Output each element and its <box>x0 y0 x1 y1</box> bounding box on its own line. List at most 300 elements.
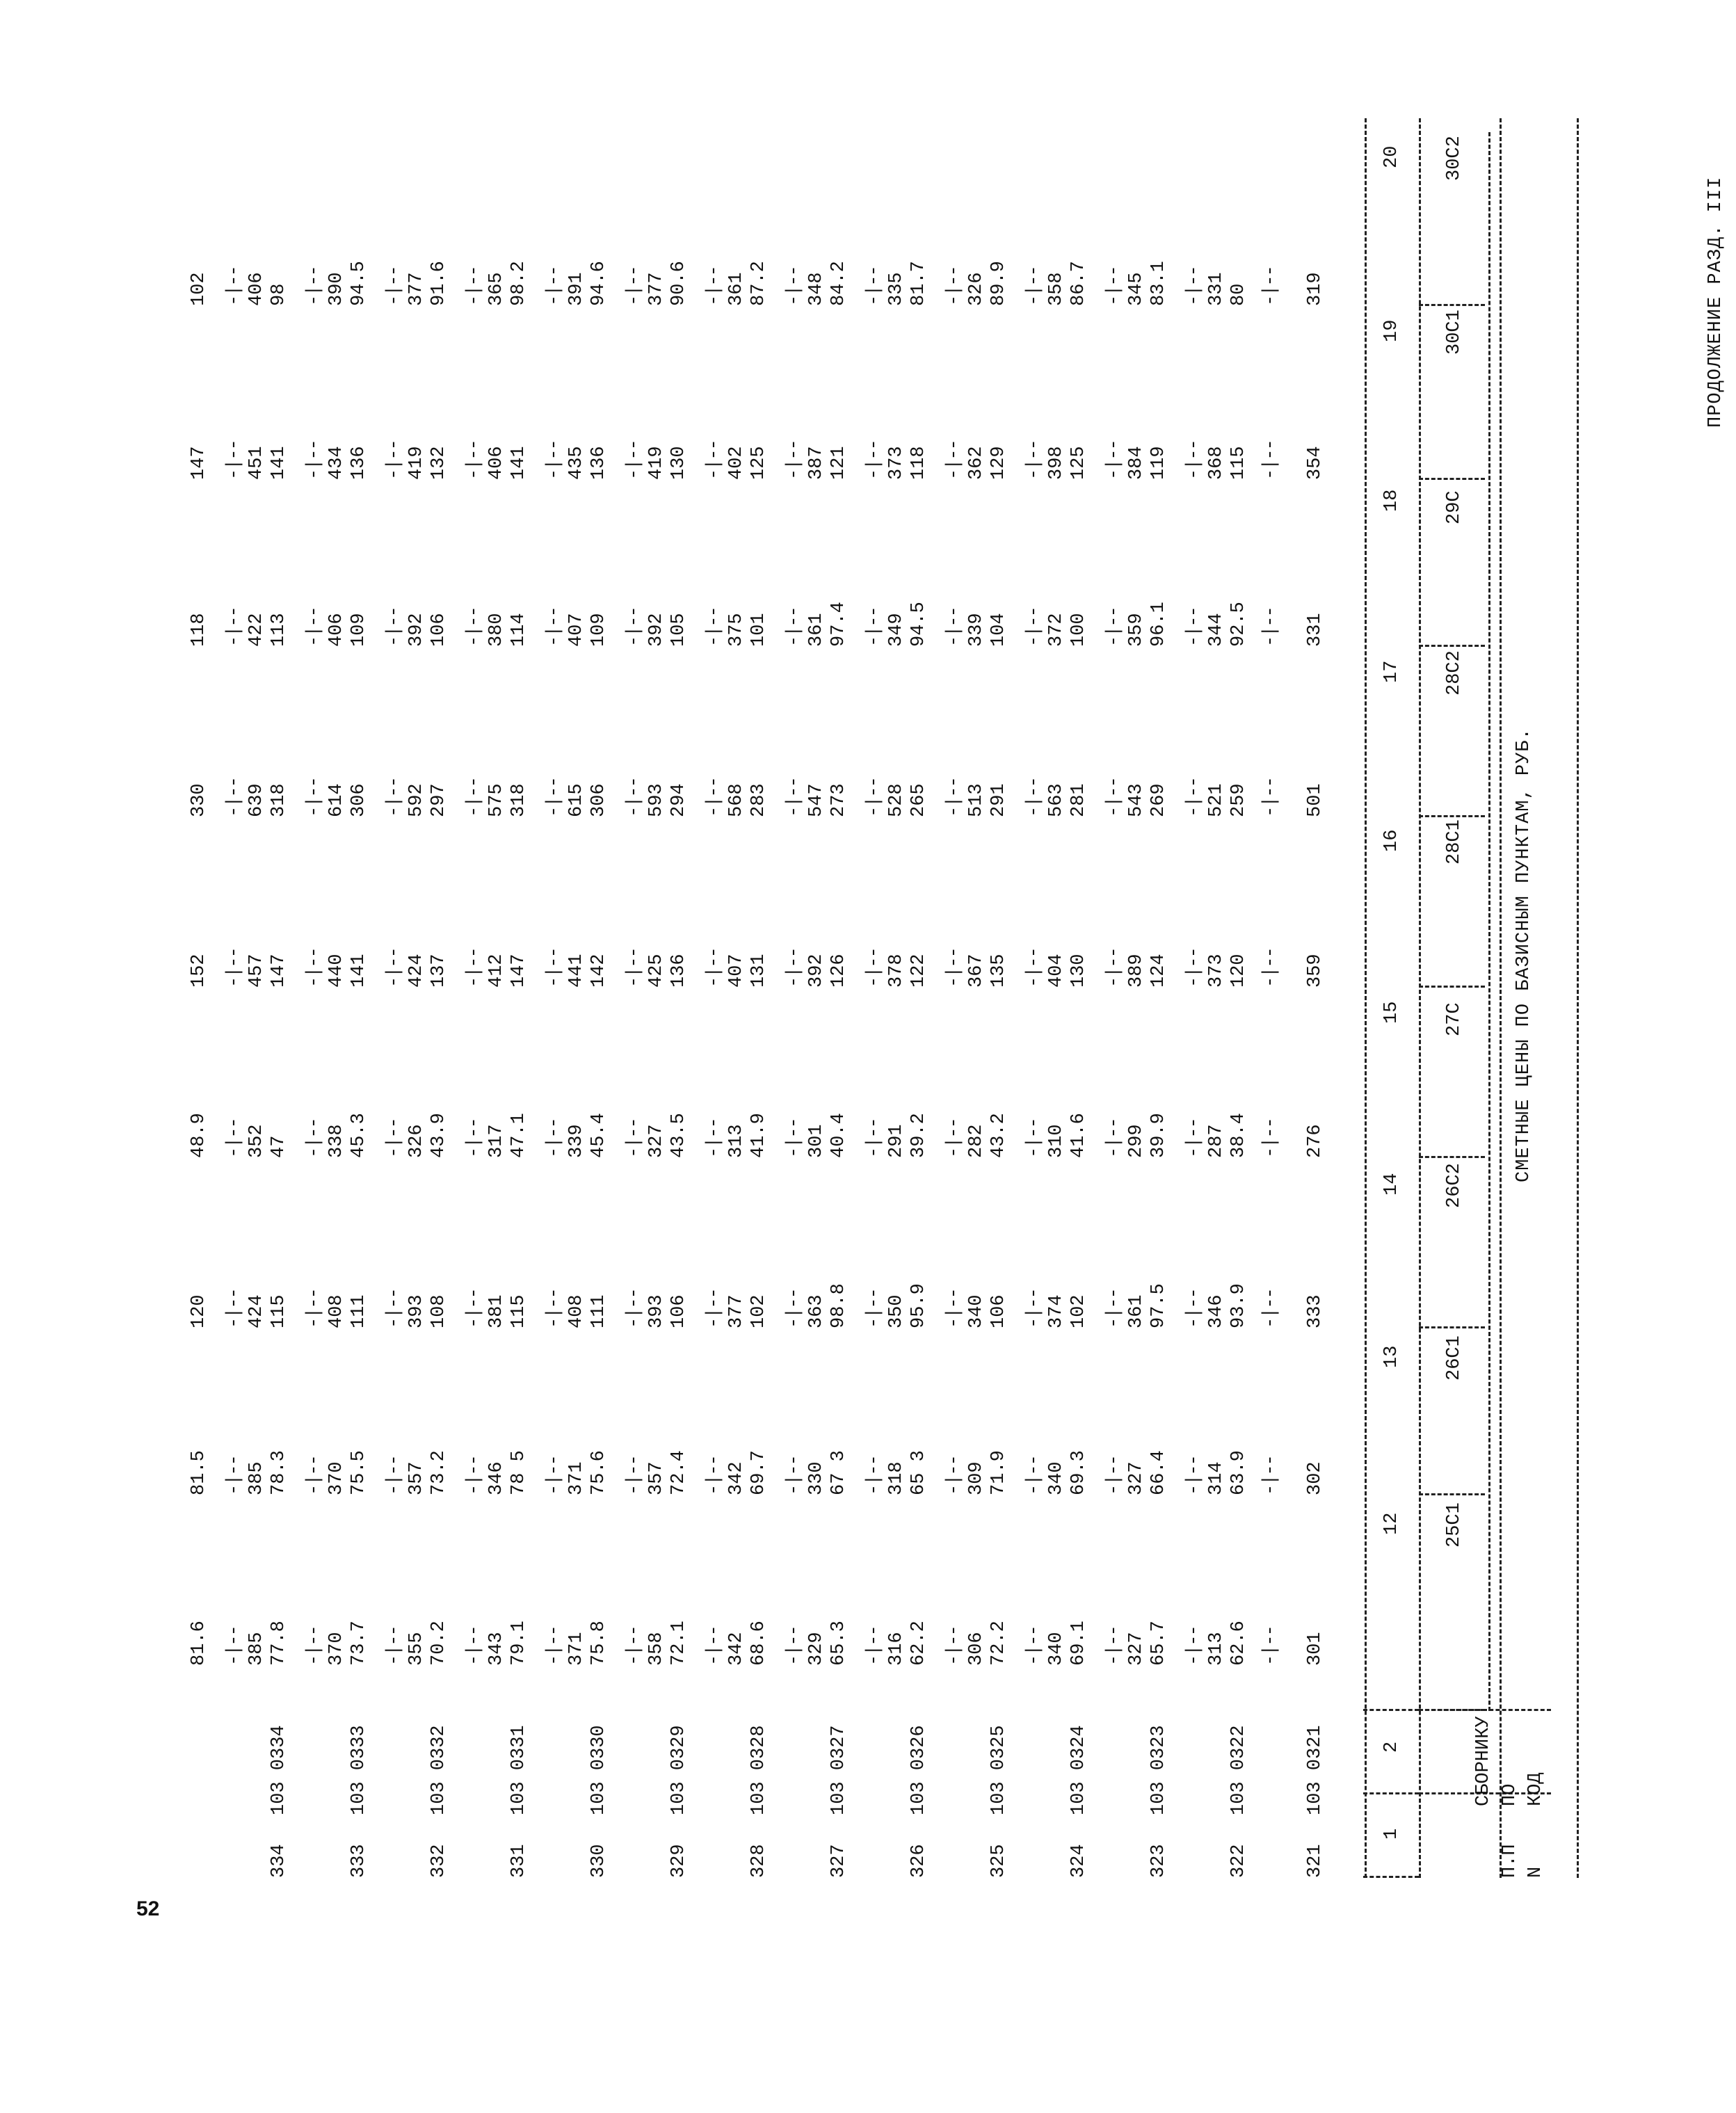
row-separator: -|-- <box>1260 266 1281 306</box>
row-separator: -|-- <box>384 1118 405 1158</box>
price-value: 357 <box>646 1461 667 1495</box>
price-value: 115 <box>268 1294 289 1328</box>
price-value: 135 <box>988 954 1009 988</box>
price-value: 592 <box>406 783 427 817</box>
row-separator: -|-- <box>224 1118 245 1158</box>
price-value: 424 <box>406 954 427 988</box>
code-header: КОД <box>1525 1772 1546 1806</box>
price-value: 380 <box>486 613 507 647</box>
row-separator: -|-- <box>1260 440 1281 480</box>
row-separator: -|-- <box>864 948 885 988</box>
price-value: 441 <box>566 954 587 988</box>
row-separator: -|-- <box>224 1289 245 1328</box>
price-value: 62.2 <box>908 1621 929 1666</box>
price-value: 344 <box>1206 613 1227 647</box>
price-value: 115 <box>508 1294 529 1328</box>
price-value: 501 <box>1305 783 1326 817</box>
row-separator: -|-- <box>464 1289 485 1328</box>
price-value: 330 <box>806 1461 827 1495</box>
price-value: 93.9 <box>1228 1283 1249 1328</box>
rule-line <box>1365 118 1367 1878</box>
row-code: 103 0327 <box>828 1725 849 1815</box>
price-value: 342 <box>726 1461 747 1495</box>
price-value: 276 <box>1305 1124 1326 1158</box>
price-value: 419 <box>406 446 427 480</box>
row-separator: -|-- <box>1104 440 1125 480</box>
price-value: 398 <box>1046 446 1067 480</box>
price-value: 377 <box>406 272 427 306</box>
price-value: 91.6 <box>428 261 449 306</box>
price-value: 291 <box>988 783 1009 817</box>
row-separator: -|-- <box>1024 607 1045 647</box>
number-header: N <box>1525 1866 1546 1878</box>
row-separator: -|-- <box>384 948 405 988</box>
price-value: 75.6 <box>588 1450 609 1495</box>
price-value: 94.6 <box>588 261 609 306</box>
rule-line <box>1363 1876 1419 1878</box>
row-code: 103 0332 <box>428 1725 449 1815</box>
price-value: 313 <box>1206 1632 1227 1666</box>
row-separator: -|-- <box>1184 266 1205 306</box>
row-separator: -|-- <box>784 1118 805 1158</box>
price-value: 129 <box>988 446 1009 480</box>
price-value: 106 <box>428 613 449 647</box>
point-name: 26С2 <box>1444 1163 1465 1208</box>
price-value: 47.1 <box>508 1113 529 1158</box>
price-value: 372 <box>1046 613 1067 647</box>
price-value: 106 <box>988 1294 1009 1328</box>
price-value: 78.3 <box>268 1450 289 1495</box>
row-separator: -|-- <box>304 778 325 817</box>
price-value: 373 <box>886 446 907 480</box>
point-name: 26С1 <box>1444 1335 1465 1381</box>
price-value: 41.6 <box>1068 1113 1089 1158</box>
price-value: 319 <box>1305 272 1326 306</box>
price-value: 106 <box>668 1294 689 1328</box>
rule-line <box>1363 1709 1419 1711</box>
row-separator: -|-- <box>1024 1289 1045 1328</box>
row-number: 326 <box>908 1844 929 1878</box>
row-separator: -|-- <box>1104 1456 1125 1495</box>
row-separator: -|-- <box>784 607 805 647</box>
price-value: 367 <box>966 954 987 988</box>
price-value: 331 <box>1305 613 1326 647</box>
row-separator: -|-- <box>224 1626 245 1666</box>
price-value: 81.5 <box>188 1450 209 1495</box>
price-value: 310 <box>1046 1124 1067 1158</box>
row-separator: -|-- <box>384 607 405 647</box>
price-value: 147 <box>188 446 209 480</box>
row-separator: -|-- <box>704 266 725 306</box>
row-separator: -|-- <box>1104 607 1125 647</box>
row-separator: -|-- <box>624 1456 645 1495</box>
row-separator: -|-- <box>304 1456 325 1495</box>
price-value: 422 <box>246 613 267 647</box>
price-value: 371 <box>566 1632 587 1666</box>
price-value: 39.2 <box>908 1113 929 1158</box>
rule-line <box>1419 304 1485 306</box>
row-separator: -|-- <box>384 1289 405 1328</box>
price-value: 283 <box>748 783 769 817</box>
price-value: 120 <box>1228 954 1249 988</box>
price-value: 615 <box>566 783 587 817</box>
price-value: 72.2 <box>988 1621 1009 1666</box>
column-number: 2 <box>1381 1741 1402 1753</box>
code-header: ПО <box>1500 1783 1520 1806</box>
price-value: 72.1 <box>668 1621 689 1666</box>
price-value: 141 <box>508 446 529 480</box>
price-value: 346 <box>1206 1294 1227 1328</box>
price-value: 94.5 <box>348 261 369 306</box>
price-value: 102 <box>1068 1294 1089 1328</box>
row-separator: -|-- <box>784 778 805 817</box>
row-separator: -|-- <box>944 1289 965 1328</box>
price-value: 43.5 <box>668 1113 689 1158</box>
row-separator: -|-- <box>624 948 645 988</box>
price-value: 568 <box>726 783 747 817</box>
column-number: 12 <box>1381 1512 1402 1535</box>
price-value: 81.6 <box>188 1621 209 1666</box>
row-separator: -|-- <box>624 1626 645 1666</box>
row-separator: -|-- <box>1184 948 1205 988</box>
row-separator: -|-- <box>1104 948 1125 988</box>
price-value: 80 <box>1228 283 1249 306</box>
row-separator: -|-- <box>944 440 965 480</box>
price-value: 142 <box>588 954 609 988</box>
row-separator: -|-- <box>464 607 485 647</box>
rule-line <box>1419 645 1485 647</box>
price-value: 97.4 <box>828 602 849 647</box>
price-value: 435 <box>566 446 587 480</box>
price-value: 66.4 <box>1148 1450 1169 1495</box>
price-value: 402 <box>726 446 747 480</box>
row-separator: -|-- <box>1184 1118 1205 1158</box>
price-value: 359 <box>1305 954 1326 988</box>
price-value: 125 <box>1068 446 1089 480</box>
column-number: 20 <box>1381 145 1402 168</box>
row-separator: -|-- <box>1184 1456 1205 1495</box>
price-value: 528 <box>886 783 907 817</box>
row-number: 325 <box>988 1844 1009 1878</box>
row-separator: -|-- <box>224 607 245 647</box>
row-separator: -|-- <box>304 266 325 306</box>
price-value: 370 <box>326 1632 347 1666</box>
row-separator: -|-- <box>704 778 725 817</box>
price-value: 147 <box>508 954 529 988</box>
price-value: 73.7 <box>348 1621 369 1666</box>
row-number: 322 <box>1228 1844 1249 1878</box>
row-separator: -|-- <box>544 948 565 988</box>
price-value: 434 <box>326 446 347 480</box>
row-separator: -|-- <box>544 607 565 647</box>
price-value: 87.2 <box>748 261 769 306</box>
row-separator: -|-- <box>944 1456 965 1495</box>
row-separator: -|-- <box>864 1626 885 1666</box>
price-value: 43.2 <box>988 1113 1009 1158</box>
point-name: 30С2 <box>1444 136 1465 181</box>
price-value: 141 <box>348 954 369 988</box>
price-value: 299 <box>1126 1124 1147 1158</box>
price-value: 108 <box>428 1294 449 1328</box>
row-separator: -|-- <box>624 607 645 647</box>
row-separator: -|-- <box>384 1456 405 1495</box>
row-number: 323 <box>1148 1844 1169 1878</box>
row-separator: -|-- <box>304 440 325 480</box>
row-separator: -|-- <box>304 607 325 647</box>
price-value: 393 <box>646 1294 667 1328</box>
price-value: 354 <box>1305 446 1326 480</box>
price-value: 361 <box>1126 1294 1147 1328</box>
row-separator: -|-- <box>1024 266 1045 306</box>
price-value: 318 <box>886 1461 907 1495</box>
row-separator: -|-- <box>224 948 245 988</box>
row-separator: -|-- <box>864 1289 885 1328</box>
column-number: 1 <box>1381 1828 1402 1840</box>
price-value: 77.8 <box>268 1621 289 1666</box>
price-value: 104 <box>988 613 1009 647</box>
row-code: 103 0324 <box>1068 1725 1089 1815</box>
price-value: 90.6 <box>668 261 689 306</box>
row-code: 103 0334 <box>268 1725 289 1815</box>
price-value: 68.6 <box>748 1621 769 1666</box>
price-value: 281 <box>1068 783 1089 817</box>
row-separator: -|-- <box>1024 1456 1045 1495</box>
price-value: 114 <box>508 613 529 647</box>
row-separator: -|-- <box>624 1118 645 1158</box>
row-separator: -|-- <box>384 266 405 306</box>
row-separator: -|-- <box>1104 1626 1125 1666</box>
row-separator: -|-- <box>224 1456 245 1495</box>
row-separator: -|-- <box>464 1456 485 1495</box>
price-value: 109 <box>588 613 609 647</box>
row-separator: -|-- <box>304 1289 325 1328</box>
price-value: 333 <box>1305 1294 1326 1328</box>
row-number: 333 <box>348 1844 369 1878</box>
row-separator: -|-- <box>624 1289 645 1328</box>
price-value: 291 <box>886 1124 907 1158</box>
row-separator: -|-- <box>864 266 885 306</box>
price-value: 381 <box>486 1294 507 1328</box>
price-value: 357 <box>406 1461 427 1495</box>
price-value: 330 <box>188 783 209 817</box>
price-value: 301 <box>806 1124 827 1158</box>
price-value: 361 <box>726 272 747 306</box>
price-value: 314 <box>1206 1461 1227 1495</box>
row-separator: -|-- <box>864 1456 885 1495</box>
price-value: 132 <box>428 446 449 480</box>
price-value: 98 <box>268 283 289 306</box>
price-value: 89.9 <box>988 261 1009 306</box>
price-value: 48.9 <box>188 1113 209 1158</box>
price-value: 100 <box>1068 613 1089 647</box>
price-value: 118 <box>908 446 929 480</box>
price-value: 349 <box>886 613 907 647</box>
row-separator: -|-- <box>704 440 725 480</box>
price-value: 355 <box>406 1632 427 1666</box>
price-value: 124 <box>1148 954 1169 988</box>
row-separator: -|-- <box>384 778 405 817</box>
rule-line <box>1363 1792 1419 1794</box>
price-value: 363 <box>806 1294 827 1328</box>
price-value: 97.5 <box>1148 1283 1169 1328</box>
price-value: 377 <box>726 1294 747 1328</box>
price-value: 374 <box>1046 1294 1067 1328</box>
price-value: 121 <box>828 446 849 480</box>
price-value: 365 <box>486 272 507 306</box>
price-value: 419 <box>646 446 667 480</box>
point-name: 29С <box>1444 490 1465 524</box>
row-separator: -|-- <box>944 1118 965 1158</box>
price-value: 316 <box>886 1632 907 1666</box>
price-value: 368 <box>1206 446 1227 480</box>
row-separator: -|-- <box>1184 1626 1205 1666</box>
row-separator: -|-- <box>1024 1626 1045 1666</box>
price-value: 521 <box>1206 783 1227 817</box>
code-header: СБОРНИКУ <box>1473 1716 1494 1806</box>
price-value: 45.3 <box>348 1113 369 1158</box>
row-separator: -|-- <box>304 948 325 988</box>
row-separator: -|-- <box>224 266 245 306</box>
row-separator: -|-- <box>784 948 805 988</box>
row-separator: -|-- <box>704 1118 725 1158</box>
price-value: 340 <box>966 1294 987 1328</box>
row-code: 103 0330 <box>588 1725 609 1815</box>
row-number: 328 <box>748 1844 769 1878</box>
rule-line <box>1419 1326 1485 1328</box>
row-number: 331 <box>508 1844 529 1878</box>
rule-line <box>1419 1493 1485 1495</box>
price-value: 118 <box>188 613 209 647</box>
price-value: 83.1 <box>1148 261 1169 306</box>
row-separator: -|-- <box>704 607 725 647</box>
price-value: 331 <box>1206 272 1227 306</box>
price-value: 385 <box>246 1632 267 1666</box>
point-name: 25С1 <box>1444 1502 1465 1548</box>
price-value: 79.1 <box>508 1621 529 1666</box>
price-value: 513 <box>966 783 987 817</box>
price-value: 350 <box>886 1294 907 1328</box>
price-value: 318 <box>268 783 289 817</box>
price-value: 614 <box>326 783 347 817</box>
row-separator: -|-- <box>784 1626 805 1666</box>
row-separator: -|-- <box>304 1626 325 1666</box>
price-value: 392 <box>406 613 427 647</box>
row-code: 103 0326 <box>908 1725 929 1815</box>
price-value: 126 <box>828 954 849 988</box>
price-value: 287 <box>1206 1124 1227 1158</box>
price-value: 408 <box>326 1294 347 1328</box>
price-value: 342 <box>726 1632 747 1666</box>
row-separator: -|-- <box>1184 440 1205 480</box>
price-value: 113 <box>268 613 289 647</box>
price-value: 63.9 <box>1228 1450 1249 1495</box>
row-separator: -|-- <box>944 778 965 817</box>
price-value: 92.5 <box>1228 602 1249 647</box>
price-value: 130 <box>668 446 689 480</box>
column-number: 13 <box>1381 1345 1402 1368</box>
price-value: 392 <box>646 613 667 647</box>
price-value: 408 <box>566 1294 587 1328</box>
price-value: 406 <box>246 272 267 306</box>
price-value: 98.8 <box>828 1283 849 1328</box>
price-value: 457 <box>246 954 267 988</box>
price-value: 389 <box>1126 954 1147 988</box>
row-separator: -|-- <box>704 1289 725 1328</box>
column-number: 18 <box>1381 489 1402 512</box>
price-value: 306 <box>966 1632 987 1666</box>
price-value: 111 <box>348 1294 369 1328</box>
row-code: 103 0321 <box>1305 1725 1326 1815</box>
price-value: 78 5 <box>508 1450 529 1495</box>
price-value: 317 <box>486 1124 507 1158</box>
row-separator: -|-- <box>384 1626 405 1666</box>
price-value: 407 <box>726 954 747 988</box>
price-value: 105 <box>668 613 689 647</box>
price-value: 86.7 <box>1068 261 1089 306</box>
price-value: 136 <box>668 954 689 988</box>
row-number: 330 <box>588 1844 609 1878</box>
price-value: 69.1 <box>1068 1621 1089 1666</box>
row-separator: -|-- <box>944 1626 965 1666</box>
price-value: 147 <box>268 954 289 988</box>
row-separator: -|-- <box>1184 1289 1205 1328</box>
row-separator: -|-- <box>1024 1118 1045 1158</box>
row-separator: -|-- <box>224 778 245 817</box>
price-value: 62.6 <box>1228 1621 1249 1666</box>
price-value: 119 <box>1148 446 1169 480</box>
price-value: 378 <box>886 954 907 988</box>
row-separator: -|-- <box>704 948 725 988</box>
rule-line <box>1488 132 1490 1711</box>
row-separator: -|-- <box>1104 266 1125 306</box>
row-separator: -|-- <box>944 266 965 306</box>
price-value: 94.5 <box>908 602 929 647</box>
row-separator: -|-- <box>944 948 965 988</box>
price-value: 102 <box>748 1294 769 1328</box>
price-value: 137 <box>428 954 449 988</box>
rotated-table-sheet <box>160 136 1736 1878</box>
price-value: 136 <box>348 446 369 480</box>
price-value: 340 <box>1046 1632 1067 1666</box>
row-separator: -|-- <box>464 948 485 988</box>
price-value: 384 <box>1126 446 1147 480</box>
continuation-title: ПРОДОЛЖЕНИЕ РАЗД. III <box>1705 176 1726 428</box>
row-separator: -|-- <box>864 1118 885 1158</box>
rule-line <box>1419 815 1485 817</box>
row-number: 327 <box>828 1844 849 1878</box>
price-value: 327 <box>1126 1461 1147 1495</box>
row-separator: -|-- <box>1260 1118 1281 1158</box>
price-value: 343 <box>486 1632 507 1666</box>
row-separator: -|-- <box>544 1456 565 1495</box>
price-value: 269 <box>1148 783 1169 817</box>
price-value: 345 <box>1126 272 1147 306</box>
price-value: 69.3 <box>1068 1450 1089 1495</box>
row-number: 321 <box>1305 1844 1326 1878</box>
price-value: 348 <box>806 272 827 306</box>
row-separator: -|-- <box>1260 1289 1281 1328</box>
row-separator: -|-- <box>1260 1626 1281 1666</box>
price-value: 373 <box>1206 954 1227 988</box>
price-value: 375 <box>726 613 747 647</box>
price-value: 71.9 <box>988 1450 1009 1495</box>
price-value: 309 <box>966 1461 987 1495</box>
row-separator: -|-- <box>1184 778 1205 817</box>
price-value: 404 <box>1046 954 1067 988</box>
column-number: 16 <box>1381 829 1402 852</box>
row-separator: -|-- <box>544 440 565 480</box>
price-value: 327 <box>1126 1632 1147 1666</box>
